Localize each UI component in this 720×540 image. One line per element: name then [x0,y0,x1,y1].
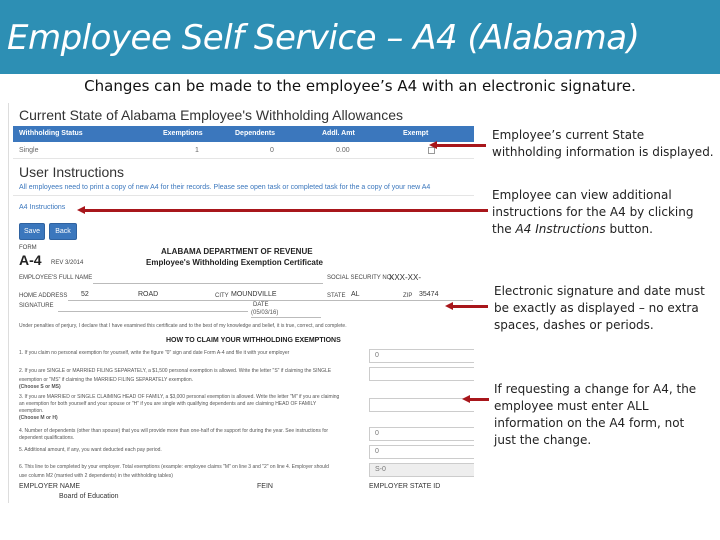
zip-label: ZIP [403,293,413,299]
slide-subtitle: Changes can be made to the employee’s A4 with an electronic signature. [84,77,636,95]
arrow-head-icon [77,206,85,214]
form-rev: REV 3/2014 [51,260,84,266]
ssn-label: SOCIAL SECURITY NO. [327,275,394,281]
date-label: DATE [253,302,269,308]
annotation-instructions [492,187,714,238]
signature-label: SIGNATURE [19,303,54,309]
arrow-1 [436,144,486,147]
fullname-label: EMPLOYEE'S FULL NAME [19,275,93,281]
date-value[interactable]: (05/03/16) [251,310,279,316]
claim-exemptions-title: HOW TO CLAIM YOUR WITHHOLDING EXEMPTIONS [166,337,341,344]
line-5-text: 5. Additional amount, if any, you want deducted each pay period. [19,447,162,453]
line-5-input[interactable]: 0 [369,445,474,459]
arrow-3 [452,305,488,308]
home-address-label: HOME ADDRESS [19,293,68,299]
col-exemptions: Exemptions [163,130,203,137]
a4-instructions-link[interactable]: A4 Instructions [19,204,66,211]
line-6-text-b: use column M2 (married with 2 dependents) in the withholding tables) [19,473,173,479]
line-3-input[interactable] [369,398,474,412]
line-4-text-a: 4. Number of dependents (other than spouse) that you will provide more than one-half of the support for during the year. See instructions for [19,428,329,434]
city-label: CITY [215,293,229,299]
line-2-input[interactable] [369,367,474,381]
fullname-line [93,283,323,284]
save-button[interactable]: Save [19,223,45,240]
instructions-note: All employees need to print a copy of new A4 for their records. Please see open task or completed task for the a copy of your new A4 [19,184,431,191]
arrow-head-icon [429,141,437,149]
line-3-text-b: an exemption for both yourself and your spouse or "H" if you are single with qualifying dependents and are claiming HEAD OF FAMILY [19,401,317,407]
line-4-text-b: dependent qualifications. [19,435,75,441]
ssn-value: XXX-XX- [389,273,422,282]
line-1-text: 1. If you claim no personal exemption for yourself, write the figure "0" sign and date Form A-4 and file it with your employer [19,350,290,356]
table-row [13,143,474,159]
form-id: A-4 [19,252,42,268]
arrow-head-icon [445,302,453,310]
line-3-text-c: exemption. [19,408,44,414]
user-instructions-title: User Instructions [19,164,125,180]
cell-status: Single [19,147,39,154]
line-2-text-b: exemption or "MS" if claiming the MARRIED FILING SEPARATELY exemption. [19,377,194,383]
col-exempt: Exempt [403,130,429,137]
city-value: MOUNDVILLE [231,291,277,298]
annotation-instructions-text: Employee can view additional instructions for the A4 by clicking the [492,188,694,236]
annotation-instructions-suffix: button. [609,222,653,236]
back-button[interactable]: Back [49,223,77,240]
zip-value: 35474 [419,291,439,298]
slide-title-bar [0,0,720,74]
cell-dependents: 0 [270,147,274,154]
slide-title: Employee Self Service – A4 (Alabama) [7,18,640,58]
app-screenshot [8,103,474,503]
arrow-4 [469,398,489,401]
state-value: AL [351,291,360,298]
withholding-table-header [13,126,474,142]
perjury-statement: Under penalties of perjury, I declare that I have examined this certificate and to the best of my knowledge and belief, it is true, correct, and complete. [19,323,347,329]
annotation-current-state: Employee’s current State withholding information is displayed. [492,128,714,159]
address-line [68,300,473,301]
line-6-text-a: 6. This line to be completed by your employer. Total exemptions (example: employee claims "M" on line 3 and "2" on line 4. Employer should [19,464,329,470]
annotation-signature: Electronic signature and date must be exactly as displayed – no extra spaces, dashes or periods. [494,284,705,332]
arrow-2 [84,209,488,212]
employer-name-value: Board of Education [59,493,119,500]
col-addl-amt: Addl. Amt [322,130,355,137]
col-withholding-status: Withholding Status [19,130,83,137]
line-2-choose: (Choose S or MS) [19,384,61,390]
arrow-head-icon [462,395,470,403]
line-1-input[interactable]: 0 [369,349,474,363]
employer-state-id-label: EMPLOYER STATE ID [369,483,441,490]
line-6-box: S-0 [369,463,474,477]
cell-exemptions: 1 [195,147,199,154]
certificate-title: Employee's Withholding Exemption Certificate [146,258,323,267]
line-3-choose: (Choose M or H) [19,415,58,421]
annotation-instructions-italic: A4 Instructions [515,222,606,236]
employer-name-label: EMPLOYER NAME [19,483,81,490]
a4-form [13,243,474,503]
fein-label: FEIN [257,483,273,490]
cell-addl-amt: 0.00 [336,147,350,154]
signature-line[interactable] [58,311,248,312]
address-road: ROAD [138,291,159,298]
address-number: 52 [81,291,89,298]
line-2-text-a: 2. If you are SINGLE or MARRIED FILING SEPARATELY, a $1,500 personal exemption is allowed. Write the letter "S" if claiming the SINGLE [19,368,332,374]
state-label: STATE [327,293,346,299]
col-dependents: Dependents [235,130,276,137]
annotation-change: If requesting a change for A4, the employee must enter ALL information on the A4 form, not just the change. [494,382,697,447]
divider [13,195,474,196]
form-label: FORM [19,245,37,251]
current-state-title: Current State of Alabama Employee's Withholding Allowances [19,107,403,123]
date-line [251,317,321,318]
line-4-input[interactable]: 0 [369,427,474,441]
line-3-text-a: 3. If you are MARRIED or SINGLE CLAIMING HEAD OF FAMILY, a $3,000 personal exemption is allowed. Write the letter "M" if you are claiming [19,394,340,400]
dept-title: ALABAMA DEPARTMENT OF REVENUE [161,247,313,256]
